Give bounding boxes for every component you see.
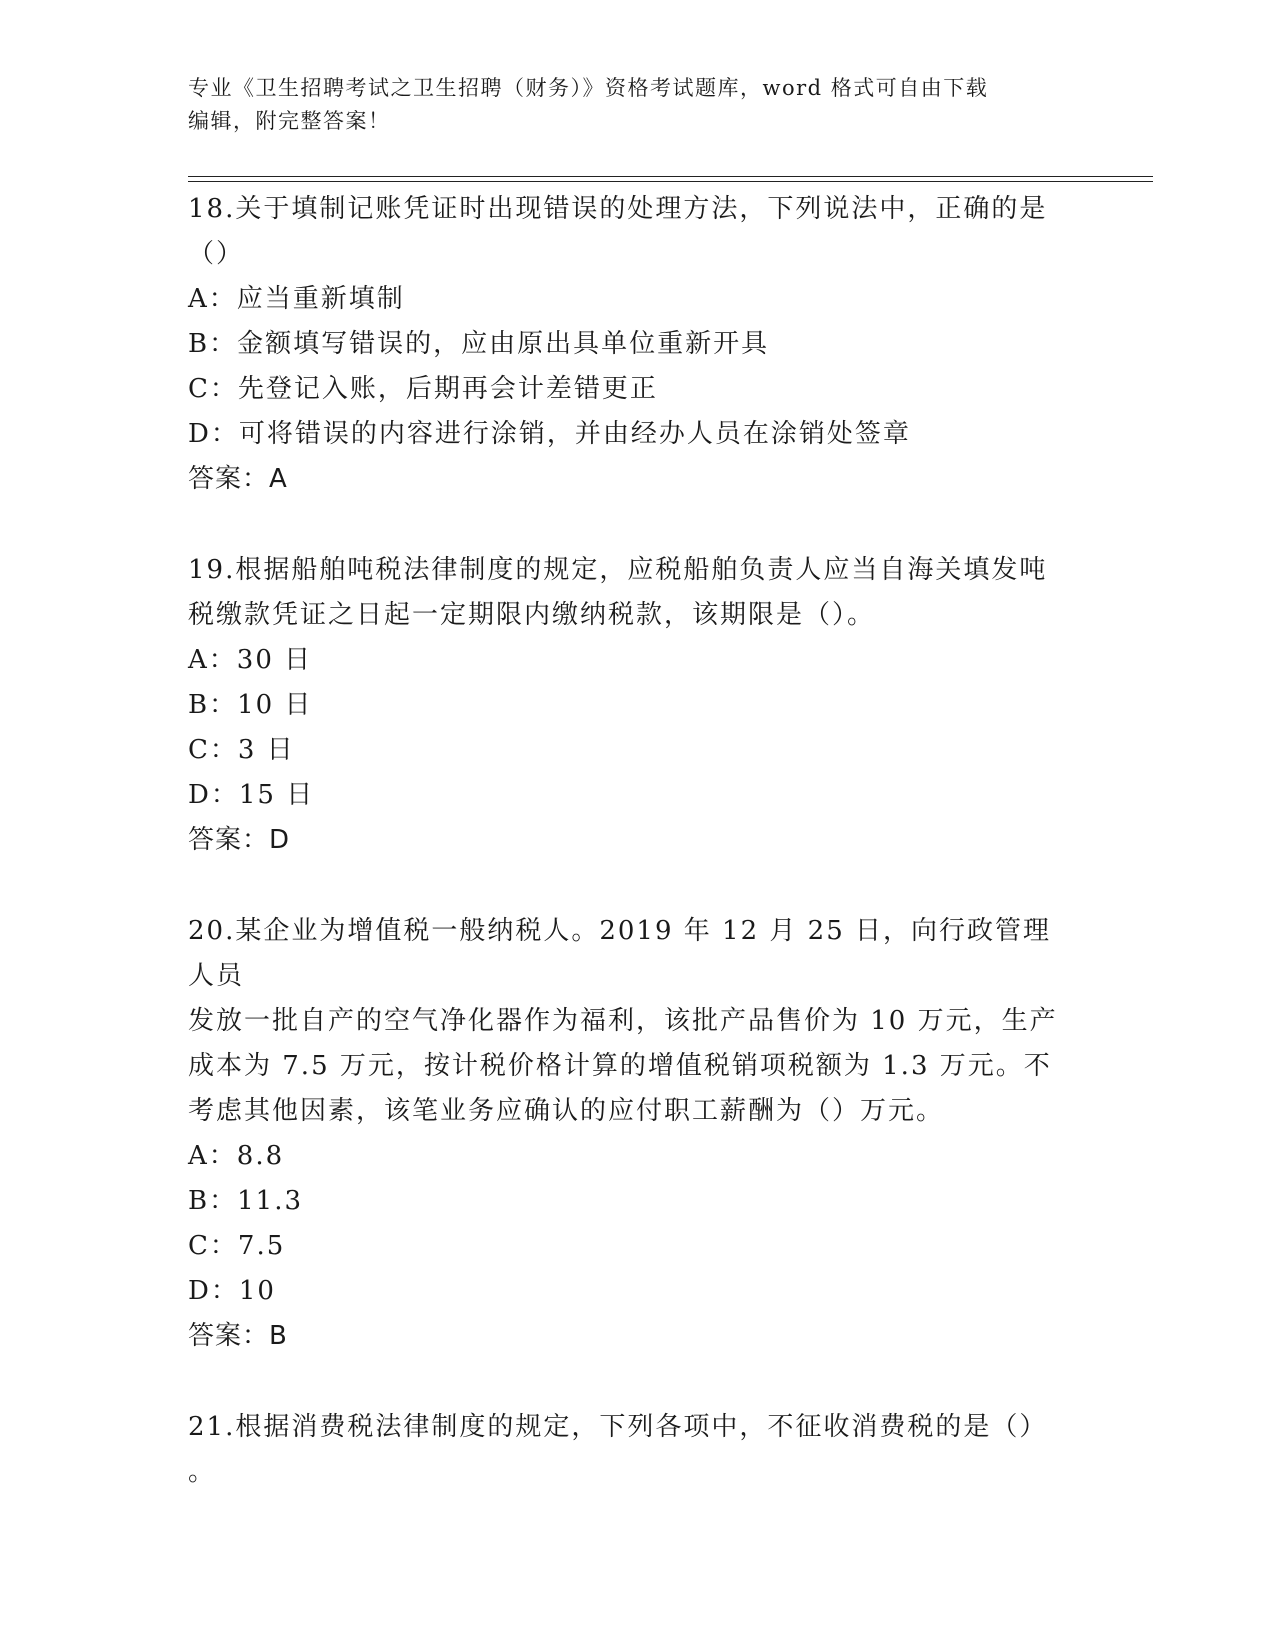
question-stem-line: 发放一批自产的空气净化器作为福利，该批产品售价为 10 万元，生产: [188, 1006, 1058, 1036]
option-key: A：: [188, 284, 237, 314]
option-key: D：: [188, 419, 239, 449]
option-key: D：: [188, 1276, 239, 1306]
option-text: 3 日: [237, 735, 295, 765]
option-text: 10: [238, 1276, 276, 1306]
option-d: [188, 412, 1088, 457]
question-stem-line: 。: [188, 1457, 217, 1487]
option-a: [188, 1134, 1088, 1179]
answer: 答案：A: [188, 464, 288, 494]
answer: 答案：B: [188, 1321, 288, 1351]
option-c: [188, 728, 1088, 773]
header-rule-top: [188, 176, 1153, 177]
option-key: B：: [188, 1186, 238, 1216]
option-d: [188, 1269, 1088, 1314]
question-stem: [188, 909, 1078, 1134]
option-b: [188, 683, 1088, 728]
question-stem-line: 成本为 7.5 万元，按计税价格计算的增值税销项税额为 1.3 万元。不: [188, 1051, 1052, 1081]
document-header: [188, 72, 1088, 138]
option-text: 30 日: [236, 645, 313, 675]
option-text: 金额填写错误的，应由原出具单位重新开具: [237, 329, 770, 359]
option-text: 8.8: [236, 1141, 285, 1171]
question-list: [188, 187, 1088, 1495]
question-20: [188, 909, 1088, 1359]
option-key: C：: [188, 374, 238, 404]
option-d: [188, 773, 1088, 818]
header-line-1: 专业《卫生招聘考试之卫生招聘（财务）》资格考试题库，word 格式可自由下载: [188, 76, 989, 100]
header-line-2: 编辑，附完整答案！: [188, 109, 391, 133]
question-stem-line: 20.某企业为增值税一般纳税人。2019 年 12 月 25 日，向行政管理人员: [188, 916, 1052, 991]
question-stem-line: 税缴款凭证之日起一定期限内缴纳税款，该期限是（）。: [188, 600, 876, 630]
option-c: [188, 367, 1088, 412]
option-a: [188, 277, 1088, 322]
question-stem-line: （）: [188, 239, 245, 269]
option-key: B：: [188, 690, 238, 720]
option-a: [188, 638, 1088, 683]
option-text: 可将错误的内容进行涂销，并由经办人员在涂销处签章: [238, 419, 911, 449]
option-key: C：: [188, 1231, 238, 1261]
question-stem-line: 18.关于填制记账凭证时出现错误的处理方法，下列说法中，正确的是: [188, 194, 1048, 224]
option-key: A：: [188, 1141, 237, 1171]
option-key: C：: [188, 735, 238, 765]
question-stem-line: 考虑其他因素，该笔业务应确认的应付职工薪酬为（）万元。: [188, 1096, 945, 1126]
question-stem-line: 19.根据船舶吨税法律制度的规定，应税船舶负责人应当自海关填发吨: [188, 555, 1048, 585]
option-key: B：: [188, 329, 238, 359]
option-text: 15 日: [238, 780, 315, 810]
option-text: 7.5: [237, 1231, 286, 1261]
question-18: [188, 187, 1088, 502]
option-text: 应当重新填制: [236, 284, 405, 314]
question-21: [188, 1405, 1088, 1495]
question-stem: [188, 1405, 1078, 1495]
question-stem-line: 21.根据消费税法律制度的规定，下列各项中，不征收消费税的是（）: [188, 1412, 1048, 1442]
question-19: [188, 548, 1088, 863]
option-text: 先登记入账，后期再会计差错更正: [237, 374, 658, 404]
question-stem: [188, 187, 1078, 277]
header-rule-bottom: [188, 181, 1153, 182]
option-key: D：: [188, 780, 239, 810]
question-stem: [188, 548, 1078, 638]
option-c: [188, 1224, 1088, 1269]
answer: 答案：D: [188, 825, 291, 855]
option-text: 11.3: [237, 1186, 303, 1216]
option-b: [188, 1179, 1088, 1224]
option-text: 10 日: [237, 690, 313, 720]
option-key: A：: [188, 645, 237, 675]
option-b: [188, 322, 1088, 367]
